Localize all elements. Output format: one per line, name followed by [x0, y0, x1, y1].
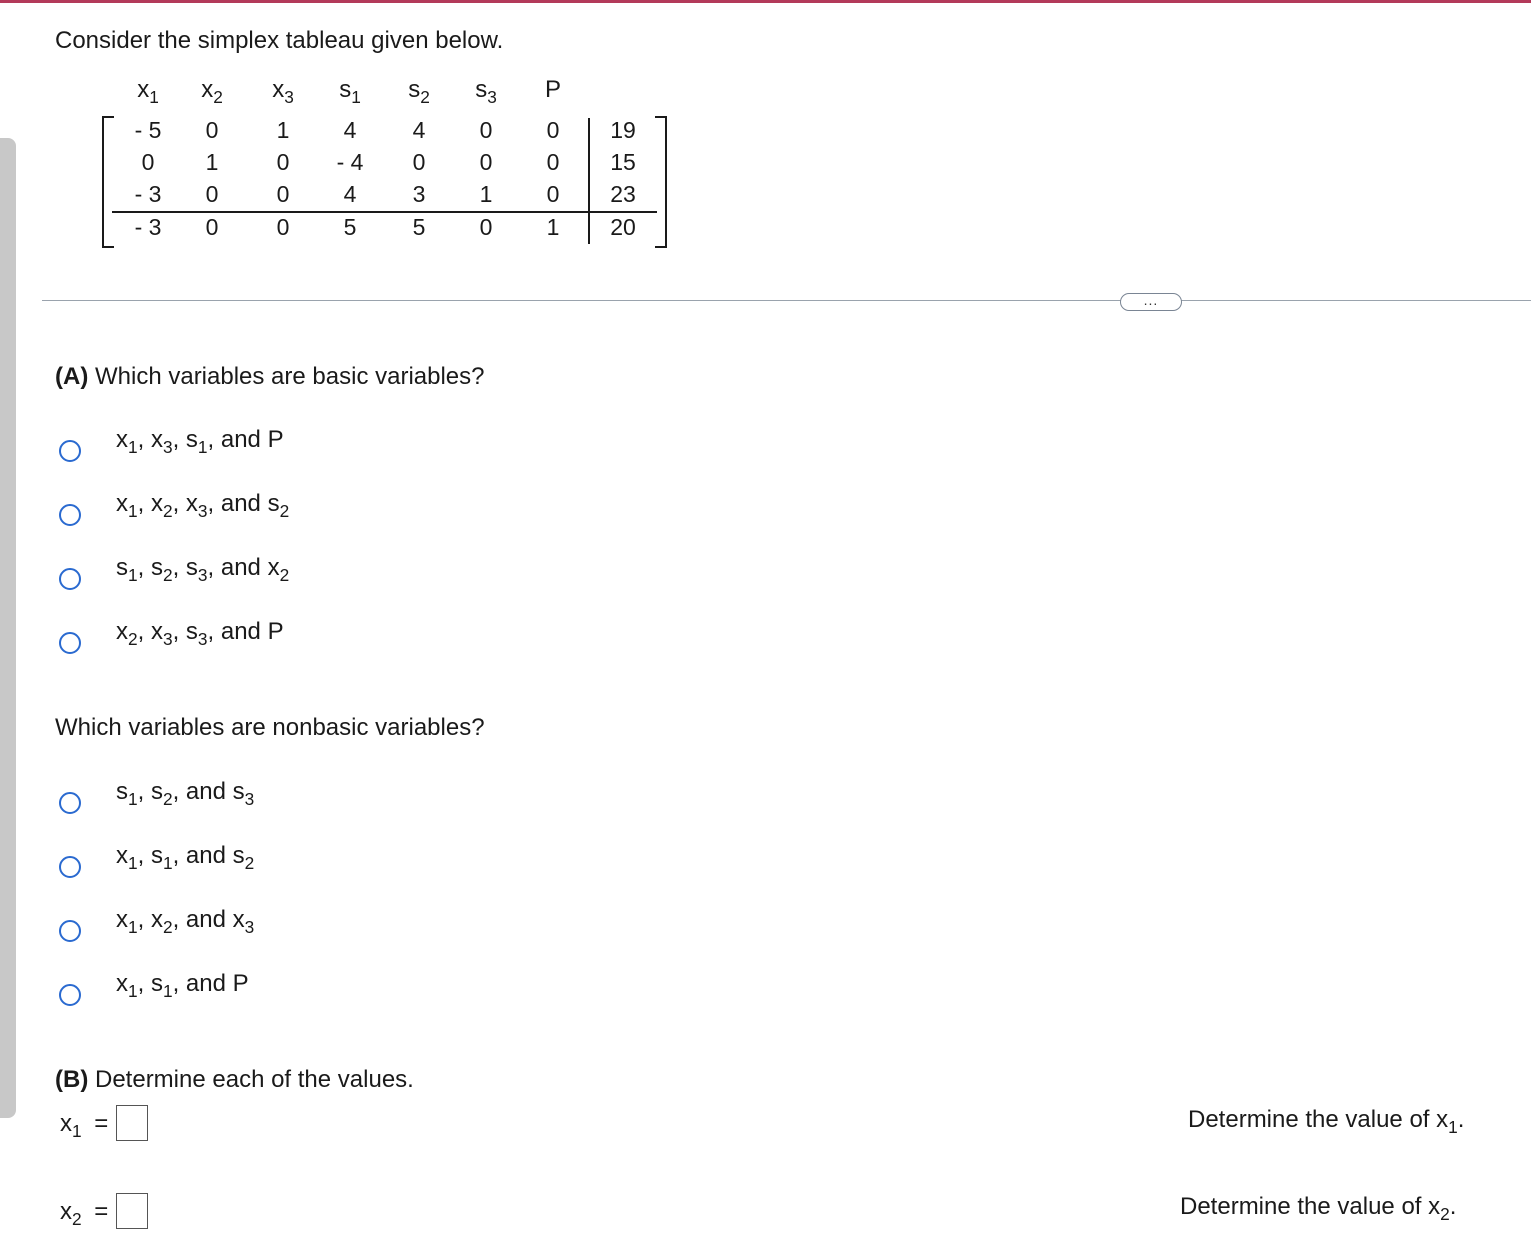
var-sub: 2 [162, 501, 173, 522]
and-word: and [185, 778, 226, 805]
var-sub: 3 [197, 501, 208, 522]
var-sub: 3 [197, 565, 208, 586]
tableau-cell: 0 [205, 117, 219, 143]
var-sub: 3 [162, 437, 173, 458]
var-base: x [150, 618, 163, 645]
tableau-rhs-cell: 23 [610, 181, 636, 207]
and-word: and [185, 906, 226, 933]
var-sub: 2 [279, 501, 290, 522]
var-base: s [116, 778, 128, 805]
var-base: x [116, 618, 128, 645]
tableau-header [389, 76, 449, 108]
part-b-question [55, 1066, 414, 1094]
var-sub: 1 [128, 565, 138, 586]
x2-hint-base: x [1428, 1193, 1441, 1220]
tableau-header [118, 76, 178, 108]
var-base: x [150, 906, 163, 933]
tableau-cell: 0 [276, 181, 290, 207]
nonbasic-option-label-4[interactable]: $x_1$, $s_1$, and P [116, 970, 249, 1002]
tableau-header-base: x [201, 76, 214, 103]
tableau-cell: - 3 [134, 214, 162, 240]
x2-label-sub: 2 [72, 1209, 82, 1230]
tableau-header-base: s [339, 76, 352, 103]
tableau-cell: 0 [479, 214, 493, 240]
tableau-cell: 0 [205, 181, 219, 207]
and-word: and [220, 490, 261, 517]
var-sub: 2 [128, 629, 138, 650]
tableau-header-base: x [137, 76, 150, 103]
var-base: x [267, 554, 280, 581]
tableau-cell: 4 [343, 181, 357, 207]
tableau-header [320, 76, 380, 108]
nonbasic-radio-4[interactable] [59, 984, 81, 1006]
x1-hint [1188, 1106, 1465, 1138]
var-sub: 1 [128, 501, 138, 522]
tableau-rhs-cell: 15 [610, 149, 636, 175]
tableau-cell: 0 [479, 117, 493, 143]
tableau-cell: 5 [343, 214, 357, 240]
tableau-header [182, 76, 242, 108]
var-base: P [267, 426, 284, 453]
var-sub: 1 [128, 917, 138, 938]
var-sub: 3 [197, 629, 208, 650]
var-base: s [116, 554, 128, 581]
tableau-header-sub: 1 [149, 87, 159, 108]
x1-hint-sub: 1 [1448, 1117, 1458, 1138]
nonbasic-option-label-2[interactable]: $x_1$, $s_1$, and $s_2$ [116, 842, 255, 874]
var-base: P [232, 970, 249, 997]
var-base: s [150, 970, 163, 997]
var-sub: 3 [162, 629, 173, 650]
x1-label-sub: 1 [72, 1121, 82, 1142]
tableau-header-base: s [475, 76, 488, 103]
x1-hint-base: x [1436, 1106, 1449, 1133]
x2-input[interactable] [116, 1193, 148, 1229]
x2-hint [1180, 1193, 1457, 1225]
var-base: x [116, 842, 128, 869]
x1-label-base: x [60, 1110, 72, 1137]
x2-label-base: x [60, 1198, 72, 1225]
and-word: and [220, 426, 261, 453]
tableau-header [456, 76, 516, 108]
tableau-cell: 0 [546, 117, 560, 143]
tableau-cell: 0 [479, 149, 493, 175]
tableau-cell: 1 [276, 117, 290, 143]
var-base: x [116, 490, 128, 517]
part-b-label: (B) [55, 1066, 89, 1093]
tableau-header-sub: 2 [213, 87, 223, 108]
tableau-cell: 0 [276, 214, 290, 240]
x1-label [60, 1110, 109, 1142]
x2-label [60, 1198, 109, 1230]
part-a-question [55, 363, 485, 391]
tableau-header-base: x [272, 76, 285, 103]
basic-option-label-4[interactable]: $x_2$, $x_3$, $s_3$, and P [116, 618, 284, 650]
var-sub: 1 [128, 437, 138, 458]
intro-text: Consider the simplex tableau given below. [55, 27, 504, 54]
basic-radio-3[interactable] [59, 568, 81, 590]
tableau-header-sub: 3 [487, 87, 497, 108]
var-base: x [116, 906, 128, 933]
x1-equals: = [94, 1110, 109, 1137]
var-base: x [185, 490, 198, 517]
tableau-cell: 0 [546, 149, 560, 175]
scrollbar[interactable] [0, 138, 16, 1118]
var-base: s [232, 778, 245, 805]
var-sub: 2 [162, 565, 173, 586]
var-sub: 2 [162, 917, 173, 938]
var-base: s [150, 778, 163, 805]
tableau-cell: 1 [479, 181, 493, 207]
tableau-cell: 1 [205, 149, 219, 175]
nonbasic-radio-1[interactable] [59, 792, 81, 814]
var-base: x [232, 906, 245, 933]
basic-option-label-2[interactable]: $x_1$, $x_2$, $x_3$, and $s_2$ [116, 490, 290, 522]
nonbasic-option-label-1[interactable]: $s_1$, $s_2$, and $s_3$ [116, 778, 255, 810]
tableau-header-base: P [544, 76, 561, 103]
var-base: s [150, 554, 163, 581]
var-base: x [116, 426, 128, 453]
tableau-header-base: s [408, 76, 421, 103]
section-divider [42, 300, 1531, 301]
var-sub: 1 [162, 981, 173, 1002]
basic-option-label-3[interactable]: $s_1$, $s_2$, $s_3$, and $x_2$ [116, 554, 290, 586]
part-b-question-text: Determine each of the values. [88, 1066, 414, 1093]
x2-equals: = [94, 1198, 109, 1225]
and-word: and [185, 970, 226, 997]
tableau-cell: 1 [546, 214, 560, 240]
nonbasic-radio-3[interactable] [59, 920, 81, 942]
tableau-cell: 0 [141, 149, 155, 175]
var-base: s [185, 426, 198, 453]
tableau-cell: 0 [546, 181, 560, 207]
var-base: x [150, 490, 163, 517]
var-sub: 1 [162, 853, 173, 874]
tableau-header [253, 76, 313, 108]
and-word: and [220, 618, 261, 645]
x1-hint-text: Determine the value of [1188, 1106, 1437, 1133]
tableau-cell: - 5 [134, 117, 162, 143]
tableau-cell: 0 [205, 214, 219, 240]
var-sub: 2 [244, 853, 255, 874]
tableau-header-sub: 1 [351, 87, 361, 108]
more-options-button[interactable]: ... [1120, 293, 1182, 311]
x1-hint-end: . [1457, 1106, 1465, 1133]
tableau-cell: - 4 [336, 149, 364, 175]
var-sub: 2 [279, 565, 290, 586]
tableau-cell: 3 [412, 181, 426, 207]
var-base: x [150, 426, 163, 453]
basic-option-label-1[interactable]: $x_1$, $x_3$, $s_1$, and P [116, 426, 284, 458]
x2-hint-sub: 2 [1440, 1204, 1450, 1225]
var-base: s [267, 490, 280, 517]
tableau-cell: 5 [412, 214, 426, 240]
var-base: x [116, 970, 128, 997]
var-sub: 1 [197, 437, 208, 458]
var-base: s [185, 618, 198, 645]
nonbasic-question: Which variables are nonbasic variables? [55, 714, 485, 741]
basic-radio-1[interactable] [59, 440, 81, 462]
tableau-header [523, 76, 583, 104]
var-sub: 1 [128, 789, 138, 810]
tableau-rhs-cell: 19 [610, 117, 636, 143]
basic-radio-2[interactable] [59, 504, 81, 526]
tableau-objective-divider [112, 211, 657, 213]
tableau-left-bracket [102, 116, 114, 248]
x1-input[interactable] [116, 1105, 148, 1141]
basic-radio-4[interactable] [59, 632, 81, 654]
part-a-label: (A) [55, 363, 89, 390]
var-sub: 1 [128, 981, 138, 1002]
top-border [0, 0, 1531, 3]
tableau-header-sub: 3 [284, 87, 294, 108]
tableau-cell: - 3 [134, 181, 162, 207]
nonbasic-radio-2[interactable] [59, 856, 81, 878]
var-base: s [185, 554, 198, 581]
var-sub: 3 [244, 917, 255, 938]
var-base: s [150, 842, 163, 869]
tableau-cell: 4 [412, 117, 426, 143]
and-word: and [185, 842, 226, 869]
tableau-rhs-cell: 20 [610, 214, 636, 240]
and-word: and [220, 554, 261, 581]
x2-hint-end: . [1449, 1193, 1457, 1220]
tableau-cell: 4 [343, 117, 357, 143]
tableau-cell: 0 [412, 149, 426, 175]
var-sub: 3 [244, 789, 255, 810]
var-base: s [232, 842, 245, 869]
tableau-header-sub: 2 [420, 87, 430, 108]
var-base: P [267, 618, 284, 645]
var-sub: 1 [128, 853, 138, 874]
nonbasic-option-label-3[interactable]: $x_1$, $x_2$, and $x_3$ [116, 906, 255, 938]
x2-hint-text: Determine the value of [1180, 1193, 1429, 1220]
tableau-cell: 0 [276, 149, 290, 175]
var-sub: 2 [162, 789, 173, 810]
part-a-question-text: Which variables are basic variables? [88, 363, 485, 390]
